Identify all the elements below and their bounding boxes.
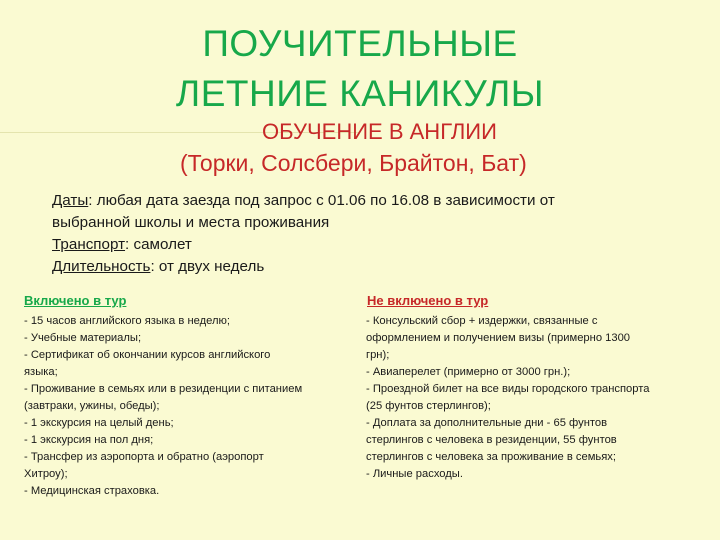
excluded-item: - Консульский сбор + издержки, связанные с [366,315,598,327]
dates-label: Даты [52,192,89,209]
excluded-item: стерлингов с человека за проживание в семьях; [366,451,616,463]
included-item: (завтраки, ужины, обеды); [24,400,160,412]
excluded-item: грн); [366,349,390,361]
tour-info [52,190,672,278]
subtitle-line-1: ОБУЧЕНИЕ В АНГЛИИ [262,119,497,144]
duration-text: : от двух недель [150,258,265,275]
excluded-item: оформлением и получением визы (примерно 1300 [366,332,631,344]
included-item: - Медицинская страховка. [24,485,160,497]
included-item: - Учебные материалы; [24,332,142,344]
included-item: - Проживание в семьях или в резиденции с питанием [24,383,303,395]
excluded-item: - Личные расходы. [366,468,463,480]
excluded-item: - Авиаперелет (примерно от 3000 грн.); [366,366,571,378]
included-list [24,313,354,500]
title-line-1: ПОУЧИТЕЛЬНЫЕ [202,23,518,64]
included-item: - Сертификат об окончании курсов английского [24,349,271,361]
excluded-item: - Проездной билет на все виды городского транспорта [366,383,650,395]
dates-line [52,190,672,212]
included-item: - 1 экскурсия на целый день; [24,417,174,429]
included-item: - Трансфер из аэропорта и обратно (аэропорт [24,451,264,463]
included-item: языка; [24,366,58,378]
transport-line [52,234,672,256]
duration-line [52,256,672,278]
title-line-2: ЛЕТНИЕ КАНИКУЛЫ [175,73,545,114]
transport-text: : самолет [125,236,192,253]
included-item: - 1 экскурсия на пол дня; [24,434,154,446]
included-heading: Включено в тур [24,293,127,308]
excluded-item: стерлингов с человека в резиденции, 55 фунтов [366,434,617,446]
dates-line-2: выбранной школы и места проживания [52,214,330,231]
included-item: - 15 часов английского языка в неделю; [24,315,231,327]
dates-text: : любая дата заезда под запрос с 01.06 по 16.08 в зависимости от [88,192,555,209]
included-item: Хитроу); [24,468,68,480]
excluded-heading: Не включено в тур [367,293,489,308]
excluded-list [366,313,706,483]
duration-label: Длительность [52,258,151,275]
excluded-item: - Доплата за дополнительные дни - 65 фунтов [366,417,608,429]
transport-label: Транспорт [52,236,126,253]
excluded-item: (25 фунтов стерлингов); [366,400,491,412]
subtitle-line-2: (Торки, Солсбери, Брайтон, Бат) [180,150,527,176]
